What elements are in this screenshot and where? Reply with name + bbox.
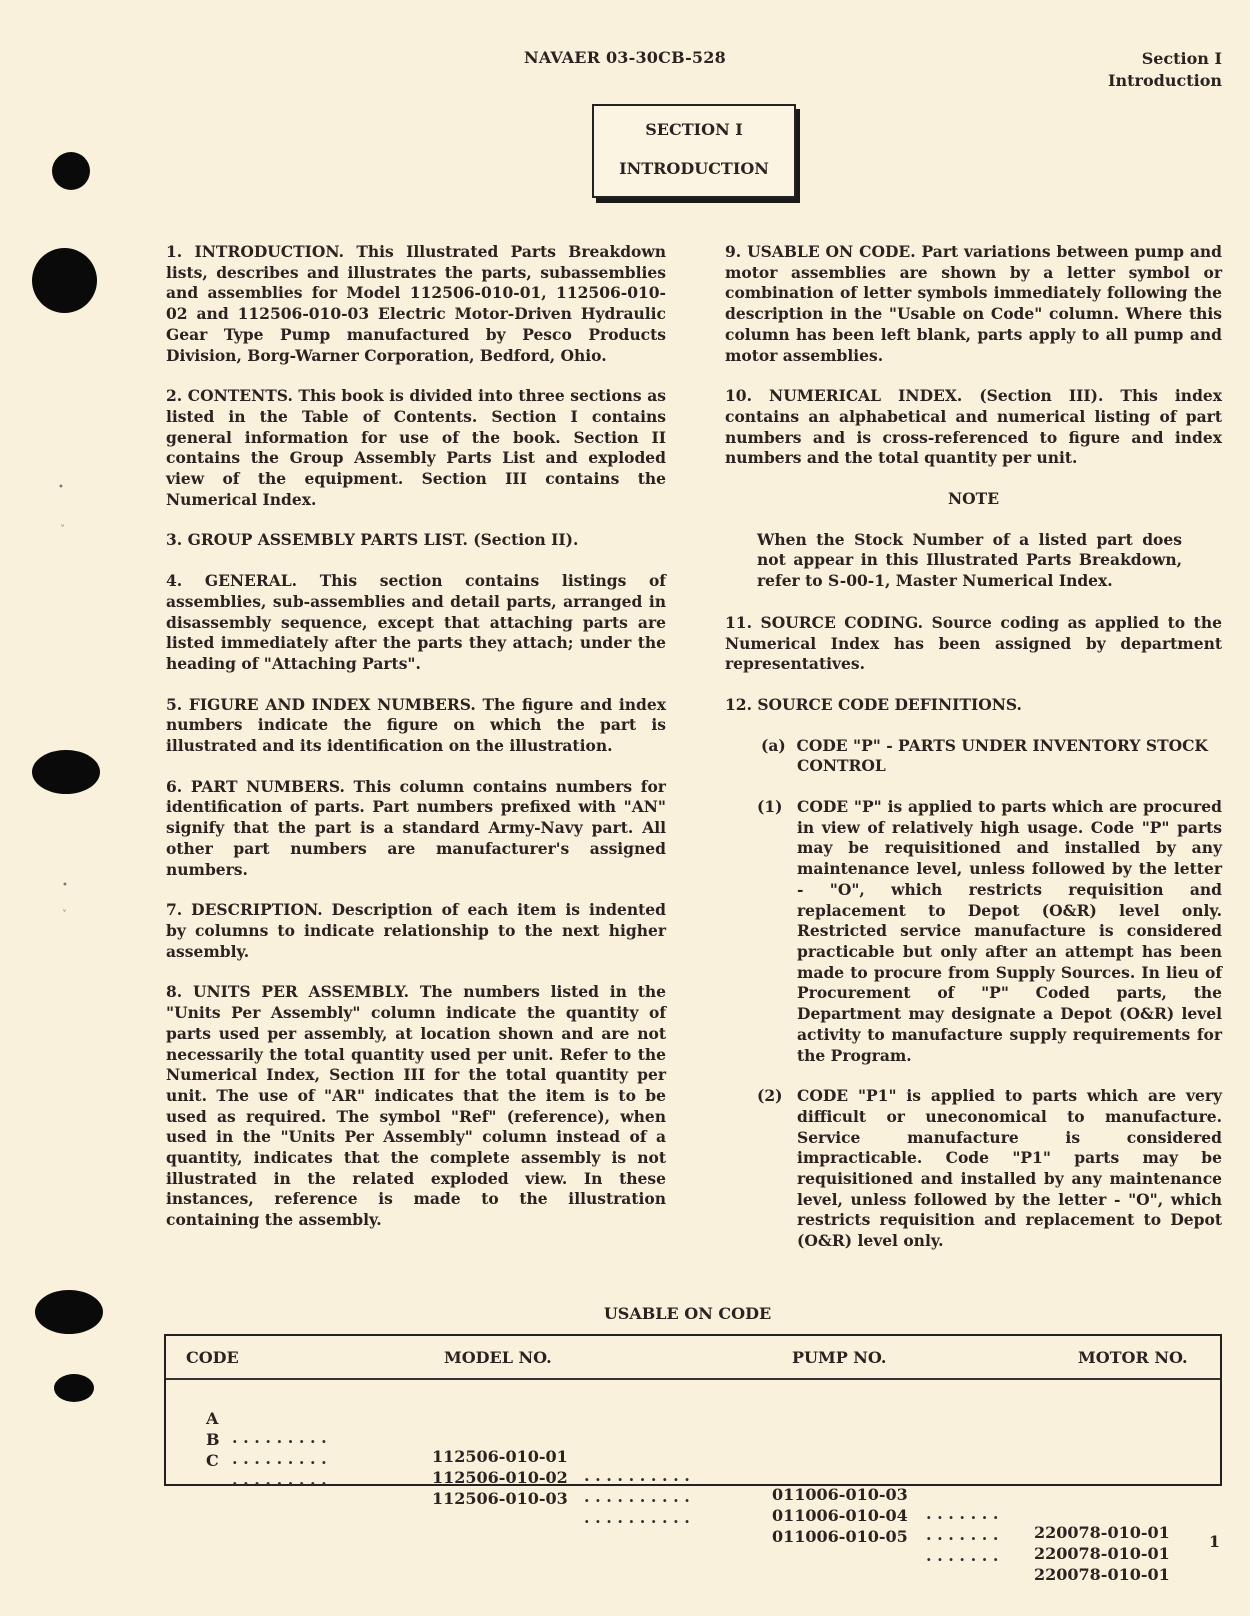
paragraph-description: 7. DESCRIPTION. Description of each item is indented by columns to indicate relationship to the next higher assembly. — [166, 900, 666, 961]
left-column — [166, 242, 666, 1251]
column-header-code: CODE — [186, 1348, 239, 1367]
section-header — [1108, 48, 1222, 92]
paragraph-figure-index: 5. FIGURE AND INDEX NUMBERS. The figure and index numbers indicate the figure on which the part is illustrated and its identification on the illustration. — [166, 694, 666, 756]
page-number: 1 — [1208, 1532, 1220, 1551]
item-number: (1) — [757, 797, 783, 817]
leader-dots: . . . . . . . — [926, 1546, 999, 1565]
leader-dots: . . . . . . . . . . — [584, 1466, 690, 1485]
scan-artifact: • — [62, 880, 68, 891]
column-header-model: MODEL NO. — [444, 1348, 552, 1367]
scan-artifact: ˇ — [60, 525, 65, 536]
item-text: CODE "P1" is applied to parts which are very difficult or uneconomical to manufacture. Service manufacture is considered impracticable. Code "P1" parts may be requisitioned and installed by any maintenance level, unless followed by the letter - "O", which restricts requisition and replacement to Depot (O&R) level only. — [797, 1086, 1222, 1251]
paragraph-source-code-definitions: 12. SOURCE CODE DEFINITIONS. — [725, 694, 1022, 714]
item-number: (2) — [757, 1086, 783, 1106]
leader-dots: . . . . . . . . . — [232, 1449, 327, 1468]
section-title-box — [592, 104, 796, 198]
punch-hole — [54, 1374, 94, 1402]
paragraph-group-assembly: 3. GROUP ASSEMBLY PARTS LIST. (Section II). — [166, 530, 579, 550]
cell-pump: 011006-010-05 — [772, 1527, 908, 1546]
header-divider — [166, 1378, 1220, 1380]
scan-artifact: • — [58, 482, 64, 493]
section-subtitle-title: INTRODUCTION — [619, 159, 769, 178]
scan-artifact: ˇ — [62, 910, 67, 921]
punch-hole — [32, 750, 100, 794]
section-label: Section I — [1141, 49, 1222, 68]
subparagraph-a: (a) CODE "P" - PARTS UNDER INVENTORY STOCK CONTROL — [761, 735, 1208, 776]
paragraph-numerical-index: 10. NUMERICAL INDEX. (Section III). This index contains an alphabetical and numerical listing of part numbers and is cross-referenced to figure and index numbers and the total quantity per unit. — [725, 386, 1223, 468]
item-text: CODE "P" is applied to parts which are procured in view of relatively high usage. Code "P" parts may be requisitioned and installed by any maintenance level, unless followed by the letter - "O", which restricts requisition and replacement to Depot (O&R) level only. Restricted service manufacture is considered practicable but only after an attempt has been made to procure from Supply Sources. In lieu of Procurement of "P" Coded parts, the Department may designate a Depot (O&R) level activity to manufacture supply requirements for the Program. — [797, 797, 1222, 1065]
code-p1-definition — [757, 1086, 1222, 1252]
cell-motor: 220078-010-01 — [1034, 1523, 1170, 1542]
column-header-pump: PUMP NO. — [792, 1348, 887, 1367]
cell-model: 112506-010-01 — [432, 1447, 568, 1466]
cell-motor: 220078-010-01 — [1034, 1565, 1170, 1584]
paragraph-contents: 2. CONTENTS. This book is divided into three sections as listed in the Table of Contents. Section I contains general information for use of the book. Section II contains the Group Assembly Parts List and exploded view of the equipment. Section III contains the Numerical Index. — [166, 386, 666, 509]
leader-dots: . . . . . . . — [926, 1525, 999, 1544]
document-number: NAVAER 03-30CB-528 — [524, 48, 726, 67]
table-title: USABLE ON CODE — [603, 1304, 772, 1323]
cell-pump: 011006-010-03 — [772, 1485, 908, 1504]
paragraph-usable-on-code: 9. USABLE ON CODE. Part variations between pump and motor assemblies are shown by a letter symbol or combination of letter symbols immediately following the description in the "Usable on Code" column. Where this column has been left blank, parts apply to all pump and motor assemblies. — [725, 242, 1222, 365]
paragraph-introduction: 1. INTRODUCTION. This Illustrated Parts Breakdown lists, describes and illustrates the parts, subassemblies and assemblies for Model 112506-010-01, 112506-010-02 and 112506-010-03 Electric Motor-Driven Hydraulic Gear Type Pump manufactured by Pesco Products Division, Borg-Warner Corporation, Bedford, Ohio. — [166, 242, 666, 365]
leader-dots: . . . . . . . . . — [232, 1470, 327, 1489]
cell-model: 112506-010-02 — [432, 1468, 568, 1487]
paragraph-source-coding: 11. SOURCE CODING. Source coding as applied to the Numerical Index has been assigned by department representatives. — [725, 612, 1222, 674]
note-body: When the Stock Number of a listed part does not appear in this Illustrated Parts Breakdown, refer to S-00-1, Master Numerical Index. — [757, 529, 1182, 591]
usable-on-code-table — [164, 1334, 1222, 1584]
paragraph-part-numbers: 6. PART NUMBERS. This column contains numbers for identification of parts. Part numbers prefixed with "AN" signify that the part is a standard Army-Navy part. All other part numbers are manufacturer's assigned numbers. — [166, 776, 666, 879]
cell-code: C — [206, 1451, 219, 1470]
paragraph-units-per-assembly: 8. UNITS PER ASSEMBLY. The numbers listed in the "Units Per Assembly" column indicate the quantity of parts used per assembly, at location shown and are not necessarily the total quantity used per unit. Refer to the Numerical Index, Section III for the total quantity per unit. The use of "AR" indicates that the item is to be used as required. The symbol "Ref" (reference), when used in the "Units Per Assembly" column instead of a quantity, indicates that the complete assembly is not illustrated in the related exploded view. In these instances, reference is made to the illustration containing the assembly. — [166, 982, 666, 1230]
punch-hole — [52, 152, 90, 190]
section-subtitle: Introduction — [1108, 71, 1222, 90]
leader-dots: . . . . . . . . . — [232, 1428, 327, 1447]
column-header-motor: MOTOR NO. — [1078, 1348, 1188, 1367]
cell-model: 112506-010-03 — [432, 1489, 568, 1508]
leader-dots: . . . . . . . . . . — [584, 1487, 690, 1506]
right-column — [725, 242, 1222, 1272]
section-title: SECTION I — [645, 120, 743, 139]
note-title: NOTE — [947, 489, 1000, 509]
leader-dots: . . . . . . . — [926, 1504, 999, 1523]
leader-dots: . . . . . . . . . . — [584, 1508, 690, 1527]
cell-motor: 220078-010-01 — [1034, 1544, 1170, 1563]
paragraph-general: 4. GENERAL. This section contains listings of assemblies, sub-assemblies and detail parts, arranged in disassembly sequence, except that attaching parts are listed immediately after the parts they attach; under the heading of "Attaching Parts". — [166, 571, 666, 673]
cell-code: A — [206, 1409, 219, 1428]
code-p-definition — [757, 797, 1222, 1066]
punch-hole — [32, 248, 97, 313]
cell-code: B — [206, 1430, 220, 1449]
cell-pump: 011006-010-04 — [772, 1506, 908, 1525]
